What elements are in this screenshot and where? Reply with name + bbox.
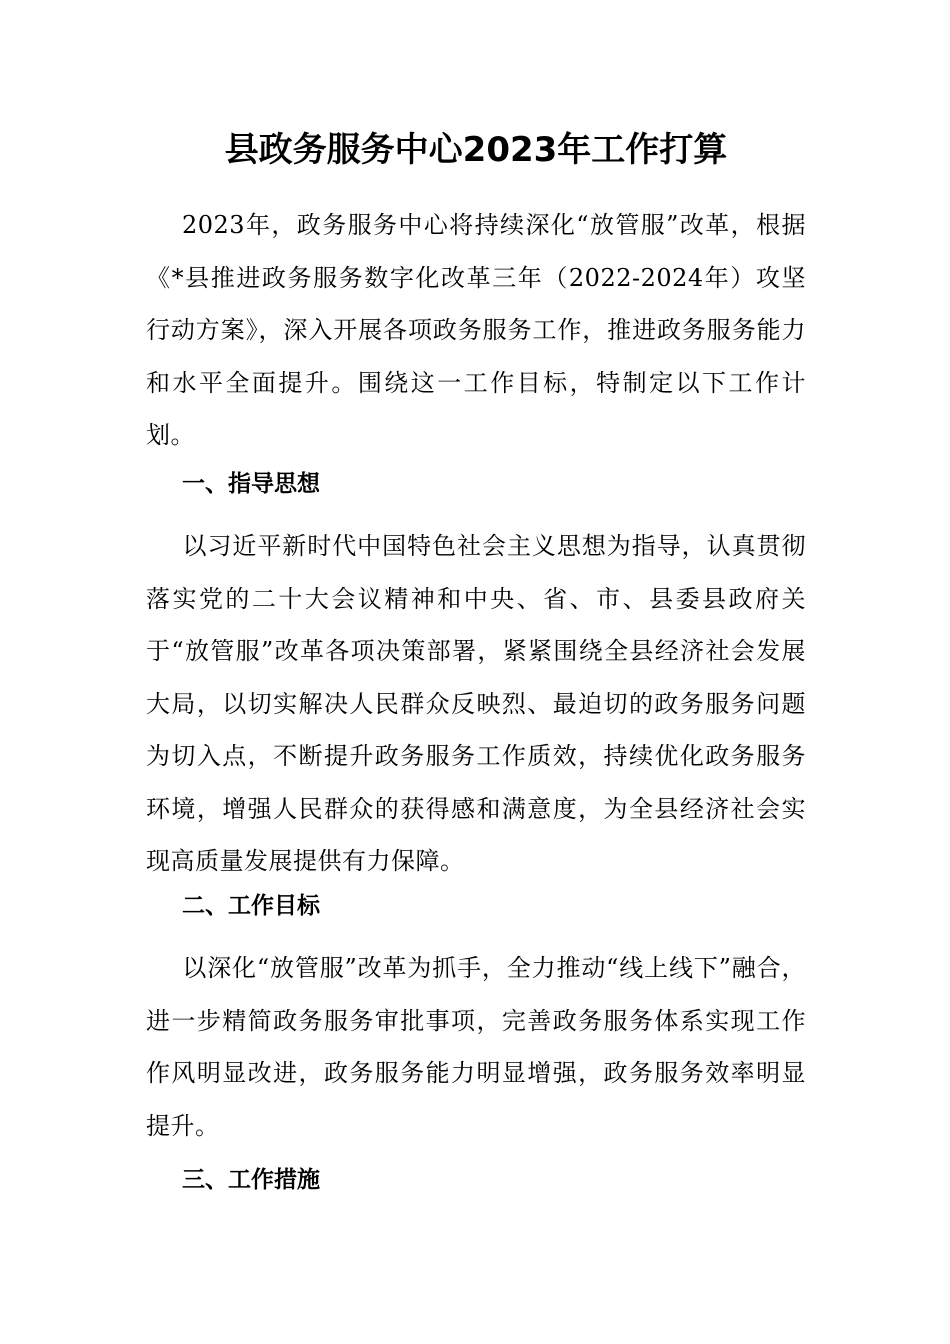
intro-paragraph [146,199,806,462]
document-title: 县政务服务中心2023年工作打算 [224,130,728,170]
section-heading-work-measures: 三、工作措施 [182,1167,320,1193]
section-body-guiding-ideology [146,520,806,888]
section-heading-work-goals: 二、工作目标 [182,893,320,919]
section-heading-guiding-ideology: 一、指导思想 [182,471,320,497]
section-body-text: 以习近平新时代中国特色社会主义思想为指导，认真贯彻落实党的二十大会议精神和中央、省、市、县委县政府关于“放管服”改革各项决策部署，紧紧围绕全县经济社会发展大局，以切实解决人民群众反映烈、最迫切的政务服务问题为切入点，不断提升政务服务工作质效，持续优化政务服务环境，增强人民群众的获得感和满意度，为全县经济社会实现高质量发展提供有力保障。 [146,532,806,875]
section-body-text: 以深化“放管服”改革为抓手，全力推动“线上线下”融合，进一步精简政务服务审批事项，完善政务服务体系实现工作作风明显改进，政务服务能力明显增强，政务服务效率明显提升。 [146,954,806,1140]
intro-text: 2023年，政务服务中心将持续深化“放管服”改革，根据《*县推进政务服务数字化改革三年（2022-2024年）攻坚行动方案》，深入开展各项政务服务工作，推进政务服务能力和水平全面提升。围绕这一工作目标，特制定以下工作计划。 [146,211,806,449]
section-body-work-goals [146,942,806,1152]
